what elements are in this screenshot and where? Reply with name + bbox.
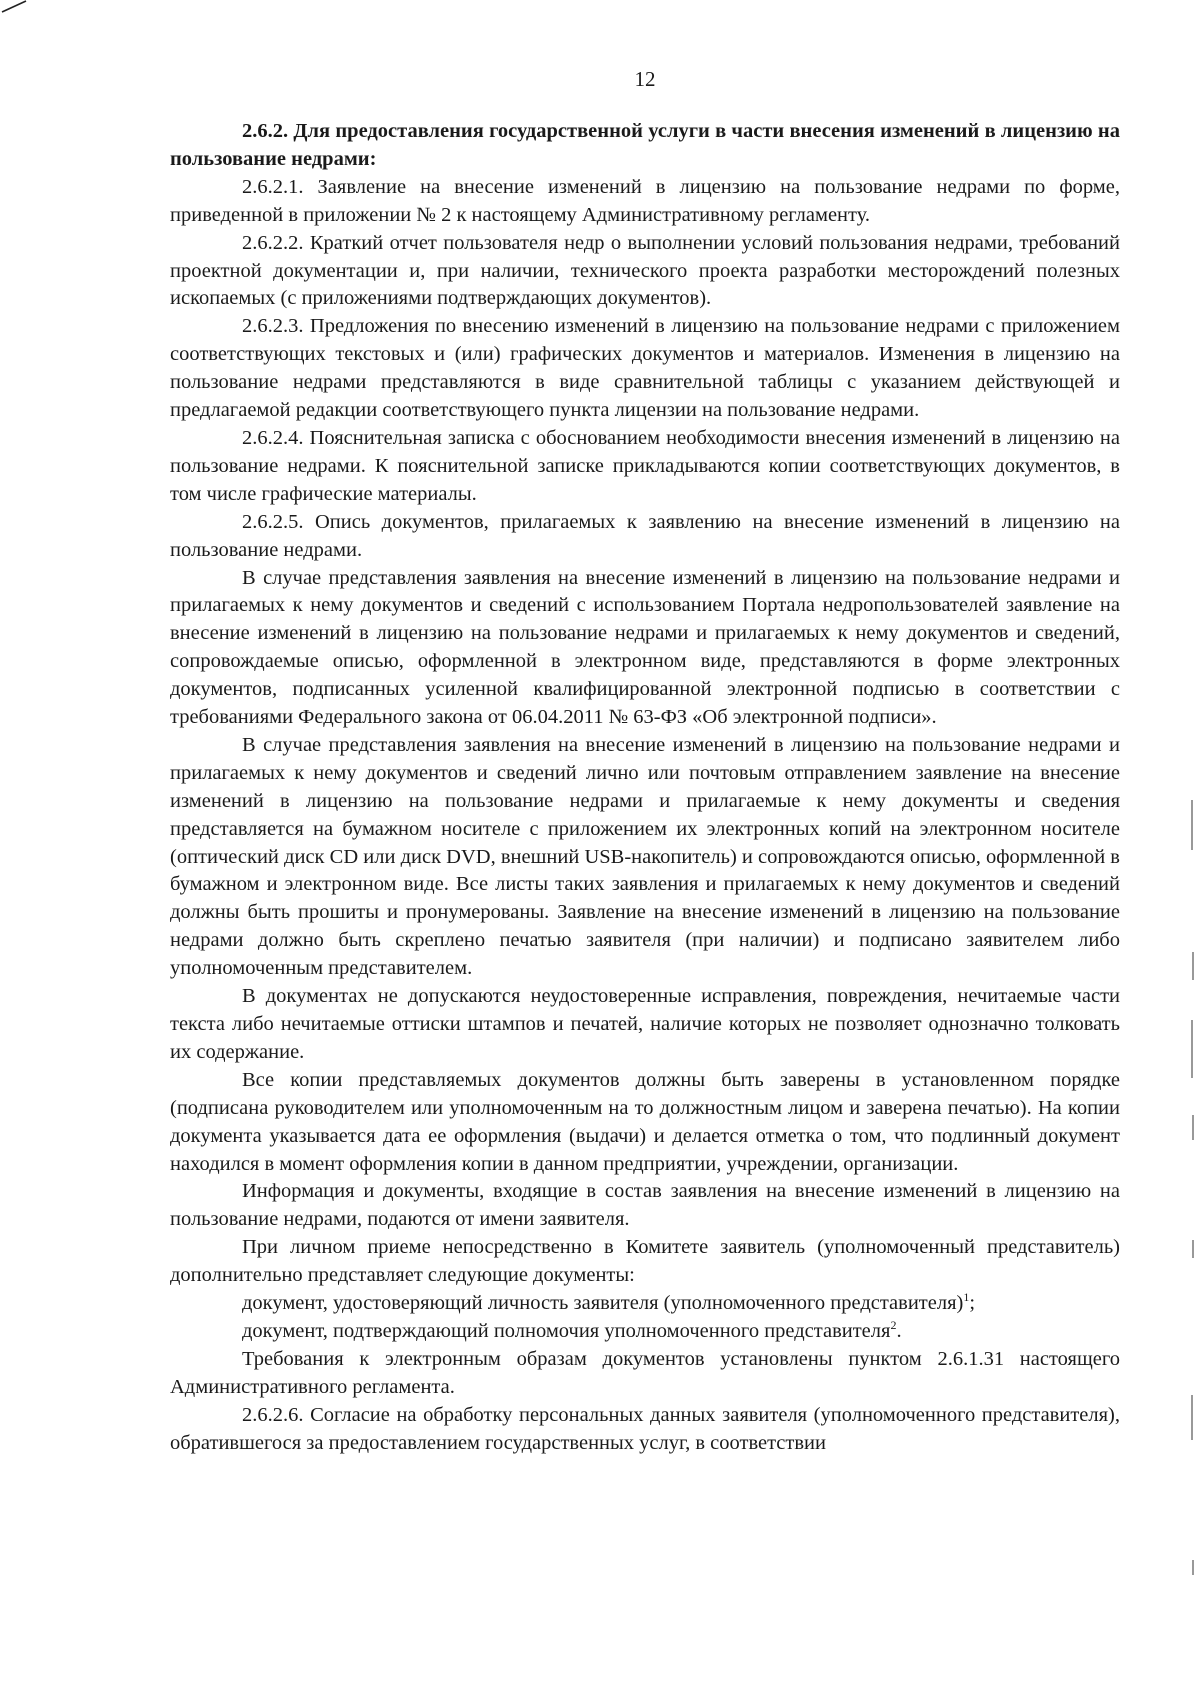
footnote-ref: 1 xyxy=(963,1290,970,1305)
paragraph-certified-copies: Все копии представляемых документов должны быть заверены в установленном порядке (подписана руководителем или уполномоченным на то должностным лицом и заверена печатью). На копии документа указывается дата ее оформления (выдачи) и делается отметка о том, что подлинный документ находился в момент оформления копии в данном предприятии, учреждении, организации. xyxy=(170,1068,1120,1175)
footnote-ref: 2 xyxy=(890,1318,897,1333)
paragraph-no-corrections: В документах не допускаются неудостоверенные исправления, повреждения, нечитаемые части текста либо нечитаемые оттиски штампов и печатей, наличие которых не позволяет однозначно толковать их содержание. xyxy=(170,985,1120,1063)
paragraph-2-6-2-1: 2.6.2.1. Заявление на внесение изменений в лицензию на пользование недрами по форме, приведенной в приложении № 2 к настоящему Административному регламенту. xyxy=(170,175,1120,226)
paragraph-2-6-2-6: 2.6.2.6. Согласие на обработку персональных данных заявителя (уполномоченного представителя), обратившегося за предоставлением государственных услуг, в соответствии xyxy=(170,1403,1120,1454)
list-item-identity-document xyxy=(170,1290,1120,1318)
paragraph-2-6-2-4: 2.6.2.4. Пояснительная записка с обоснованием необходимости внесения изменений в лицензию на пользование недрами. К пояснительной записке прикладываются копии соответствующих документов, в том числе графические материалы. xyxy=(170,426,1120,505)
list-item-text: документ, подтверждающий полномочия уполномоченного представителя xyxy=(242,1319,891,1342)
paragraph-paper-submission: В случае представления заявления на внесение изменений в лицензию на пользование недрами и прилагаемых к нему документов и сведений лично или почтовым отправлением заявление на внесение изменений в лицензию на пользование недрами и прилагаемые к нему документы и сведения представляется на бумажном носителе с приложением их электронных копий на электронном носителе (оптический диск CD или диск DVD, внешний USB-накопитель) и сопровождаются описью, оформленной в бумажном и электронном виде. Все листы таких заявления и прилагаемых к нему документов и сведений должны быть прошиты и пронумерованы. Заявление на внесение изменений в лицензию на пользование недрами должно быть скреплено печатью заявителя (при наличии) и подписано заявителем либо уполномоченным представителем. xyxy=(170,733,1120,980)
page-number: 12 xyxy=(634,67,656,91)
scan-edge-marks xyxy=(1190,0,1200,1696)
paragraph-2-6-2-2: 2.6.2.2. Краткий отчет пользователя недр о выполнении условий пользования недрами, требований проектной документации и, при наличии, технического проекта разработки месторождений полезных ископаемых (с приложениями подтверждающих документов). xyxy=(170,231,1120,310)
paragraph-portal-submission: В случае представления заявления на внесение изменений в лицензию на пользование недрами и прилагаемых к нему документов и сведений с использованием Портала недропользователей заявление на внесение изменений в лицензию на пользование недрами и прилагаемых к нему документов и сведений, сопровождаемые описью, оформленной в электронном виде, представляются в форме электронных документов, подписанных усиленной квалифицированной электронной подписью в соответствии с требованиями Федерального закона от 06.04.2011 № 63-ФЗ «Об электронной подписи». xyxy=(170,566,1120,729)
paragraph-personal-reception: При личном приеме непосредственно в Комитете заявитель (уполномоченный представитель) дополнительно представляет следующие документы: xyxy=(170,1236,1120,1287)
document-body xyxy=(170,118,1120,1458)
scan-corner-mark xyxy=(0,0,30,14)
list-item-end: ; xyxy=(969,1292,976,1315)
paragraph-electronic-images: Требования к электронным образам документов установлены пунктом 2.6.1.31 настоящего Административного регламента. xyxy=(170,1347,1120,1398)
list-item-text: документ, удостоверяющий личность заявителя (уполномоченного представителя) xyxy=(242,1292,964,1315)
paragraph-2-6-2-3: 2.6.2.3. Предложения по внесению изменений в лицензию на пользование недрами с приложением соответствующих текстовых и (или) графических документов и материалов. Изменения в лицензию на пользование недрами представляются в виде сравнительной таблицы с указанием действующей и предлагаемой редакции соответствующего пункта лицензии на пользование недрами. xyxy=(170,315,1120,422)
list-item-authority-document xyxy=(170,1318,1120,1346)
list-item-end: . xyxy=(896,1319,902,1342)
section-heading: 2.6.2. Для предоставления государственной услуги в части внесения изменений в лицензию на пользование недрами: xyxy=(170,120,1120,170)
paragraph-on-behalf: Информация и документы, входящие в состав заявления на внесение изменений в лицензию на пользование недрами, подаются от имени заявителя. xyxy=(170,1180,1120,1231)
paragraph-2-6-2-5: 2.6.2.5. Опись документов, прилагаемых к заявлению на внесение изменений в лицензию на пользование недрами. xyxy=(170,510,1120,561)
